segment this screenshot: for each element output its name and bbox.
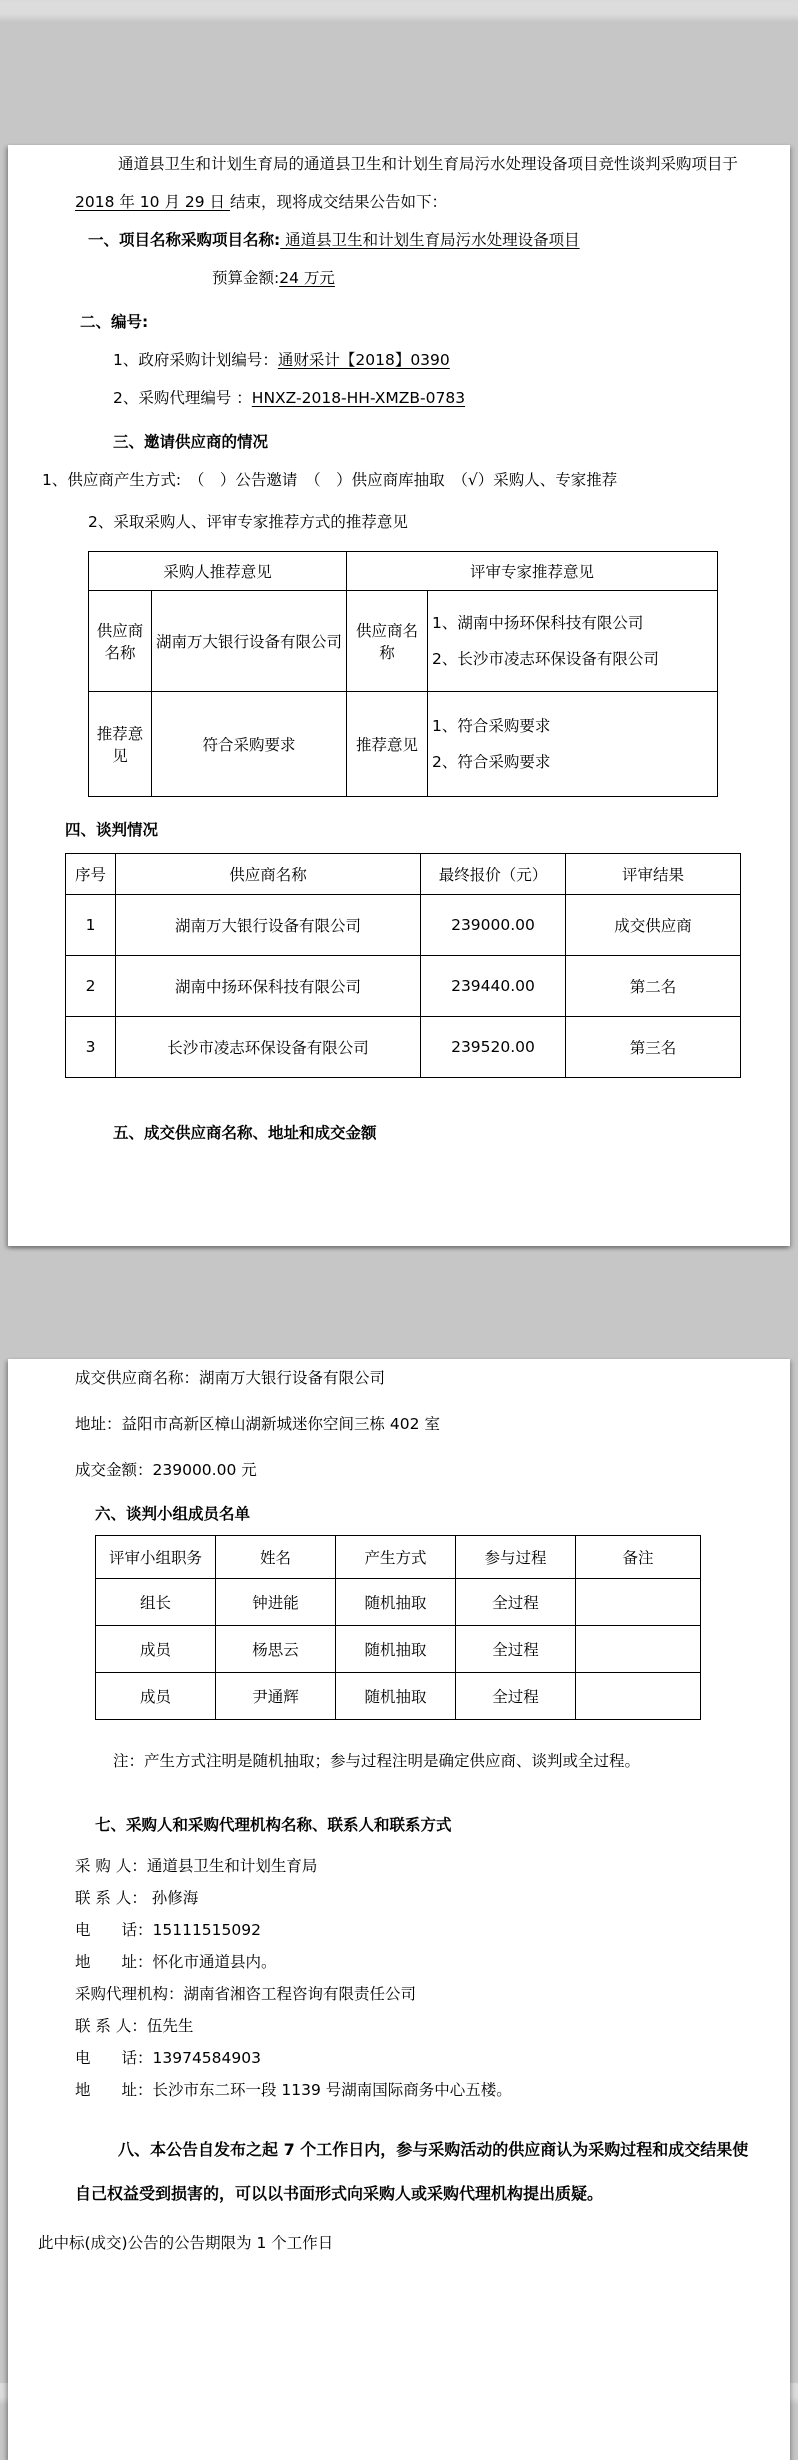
recommendation-table (88, 551, 718, 797)
table-row (96, 1626, 701, 1673)
cell-participation: 全过程 (456, 1673, 576, 1720)
cell-name: 杨思云 (216, 1626, 336, 1673)
cell-supplier: 湖南中扬环保科技有限公司 (116, 956, 421, 1017)
plan-number-label: 1、政府采购计划编号： (113, 351, 278, 369)
opinion-label-left: 推荐意见 (89, 692, 152, 797)
team-table-header-row (96, 1536, 701, 1579)
col-remark: 备注 (576, 1536, 701, 1579)
expert-supplier-1: 1、湖南中扬环保科技有限公司 (432, 614, 644, 632)
purchaser-address-line: 地 址：怀化市通道县内。 (75, 1953, 277, 1971)
cell-serial: 3 (66, 1017, 116, 1078)
cell-role: 成员 (96, 1673, 216, 1720)
cell-serial: 1 (66, 895, 116, 956)
col-selection-method: 产生方式 (336, 1536, 456, 1579)
section-3-heading: 三、邀请供应商的情况 (113, 433, 269, 451)
col-role: 评审小组职务 (96, 1536, 216, 1579)
team-table-note: 注：产生方式注明是随机抽取；参与过程注明是确定供应商、谈判或全过程。 (113, 1752, 641, 1770)
agency-phone-line: 电 话：13974584903 (75, 2049, 261, 2067)
intro-paragraph (75, 145, 756, 221)
cell-selection-method: 随机抽取 (336, 1579, 456, 1626)
table-row (66, 956, 741, 1017)
table-row (66, 895, 741, 956)
cell-supplier: 湖南万大银行设备有限公司 (116, 895, 421, 956)
recommendation-intro-line: 2、采取采购人、评审专家推荐方式的推荐意见 (88, 513, 408, 531)
cell-result: 成交供应商 (566, 895, 741, 956)
deal-amount-line: 成交金额：239000.00 元 (75, 1461, 257, 1479)
opinion-value-right (428, 692, 718, 797)
document-page-2 (8, 1359, 790, 2460)
cell-remark (576, 1579, 701, 1626)
supplier-name-label-left: 供应商名称 (89, 591, 152, 692)
announcement-period-line: 此中标(成交)公告的公告期限为 1 个工作日 (38, 2234, 334, 2252)
expert-opinion-2: 2、符合采购要求 (432, 753, 551, 771)
table-row (66, 1017, 741, 1078)
negotiation-table-header-row (66, 854, 741, 895)
purchaser-contact-line: 联 系 人： 孙修海 (75, 1889, 199, 1907)
agency-number-value-underlined: HNXZ-2018-HH-XMZB-0783 (251, 389, 466, 407)
header-expert-opinion: 评审专家推荐意见 (347, 552, 718, 591)
agency-contact-line: 联 系 人：伍先生 (75, 2017, 194, 2035)
negotiation-table (65, 853, 741, 1078)
col-participation: 参与过程 (456, 1536, 576, 1579)
cell-result: 第二名 (566, 956, 741, 1017)
intro-text-pre: 通道县卫生和计划生育局的通道县卫生和计划生育局污水处理设备项目竞性谈判采购项目于 (118, 155, 739, 173)
agency-address-line: 地 址：长沙市东二环一段 1139 号湖南国际商务中心五楼。 (75, 2081, 512, 2099)
contact-block (75, 1850, 790, 2106)
winner-name-line: 成交供应商名称：湖南万大银行设备有限公司 (75, 1369, 386, 1387)
winner-address-line: 地址：益阳市高新区樟山湖新城迷你空间三栋 402 室 (75, 1415, 440, 1433)
section-1-value-underlined: 通道县卫生和计划生育局污水处理设备项目 (280, 231, 580, 249)
purchaser-line: 采 购 人：通道县卫生和计划生育局 (75, 1857, 318, 1875)
cell-remark (576, 1673, 701, 1720)
col-serial: 序号 (66, 854, 116, 895)
col-final-price: 最终报价（元） (421, 854, 566, 895)
table-row (96, 1673, 701, 1720)
table-row (96, 1579, 701, 1626)
recommendation-table-opinion-row (89, 692, 718, 797)
supplier-name-value-right (428, 591, 718, 692)
opinion-label-right: 推荐意见 (347, 692, 428, 797)
section-4-heading: 四、谈判情况 (65, 821, 159, 839)
purchaser-phone-line: 电 话：15111515092 (75, 1921, 261, 1939)
header-purchaser-opinion: 采购人推荐意见 (89, 552, 347, 591)
supplier-name-label-right: 供应商名称 (347, 591, 428, 692)
budget-line (212, 259, 790, 297)
agency-number-label: 2、采购代理编号 ： (113, 389, 252, 407)
cell-result: 第三名 (566, 1017, 741, 1078)
recommendation-table-header-row (89, 552, 718, 591)
opinion-value-left: 符合采购要求 (152, 692, 347, 797)
col-supplier: 供应商名称 (116, 854, 421, 895)
cell-remark (576, 1626, 701, 1673)
intro-date-underlined: 2018 年 10 月 29 日 (75, 193, 230, 211)
agency-number-line (113, 379, 790, 417)
section-1-heading: 一、项目名称采购项目名称: (88, 231, 281, 249)
section-7-heading: 七、采购人和采购代理机构名称、联系人和联系方式 (95, 1816, 452, 1834)
cell-participation: 全过程 (456, 1626, 576, 1673)
agency-line: 采购代理机构：湖南省湘咨工程咨询有限责任公司 (75, 1985, 417, 2003)
recommendation-table-supplier-row (89, 591, 718, 692)
col-name: 姓名 (216, 1536, 336, 1579)
section-2-heading: 二、编号: (80, 313, 149, 331)
section-6-heading: 六、谈判小组成员名单 (95, 1505, 251, 1523)
cell-selection-method: 随机抽取 (336, 1626, 456, 1673)
cell-role: 成员 (96, 1626, 216, 1673)
section-1-project-name (88, 221, 790, 259)
supplier-source-line: 1、供应商产生方式: （ ）公告邀请 （ ）供应商库抽取 （√）采购人、专家推荐 (42, 471, 618, 489)
col-result: 评审结果 (566, 854, 741, 895)
section-8-paragraph: 八、本公告自发布之起 7 个工作日内，参与采购活动的供应商认为采购过程和成交结果使自己权益受到损害的，可以以书面形式向采购人或采购代理机构提出质疑。 (75, 2140, 749, 2203)
budget-value-underlined: 24 万元 (279, 269, 335, 287)
intro-text-post: 结束，现将成交结果公告如下： (229, 193, 447, 211)
cell-serial: 2 (66, 956, 116, 1017)
cell-selection-method: 随机抽取 (336, 1673, 456, 1720)
cell-participation: 全过程 (456, 1579, 576, 1626)
cell-final-price: 239000.00 (421, 895, 566, 956)
cell-name: 钟进能 (216, 1579, 336, 1626)
cell-final-price: 239520.00 (421, 1017, 566, 1078)
plan-number-value-underlined: 通财采计【2018】0390 (277, 351, 450, 369)
expert-opinion-1: 1、符合采购要求 (432, 717, 551, 735)
budget-label: 预算金额: (212, 269, 280, 287)
cell-name: 尹通辉 (216, 1673, 336, 1720)
cell-final-price: 239440.00 (421, 956, 566, 1017)
supplier-name-value-left: 湖南万大银行设备有限公司 (152, 591, 347, 692)
document-page-1 (8, 145, 790, 1246)
plan-number-line (113, 341, 790, 379)
expert-supplier-2: 2、长沙市凌志环保设备有限公司 (432, 650, 659, 668)
cell-role: 组长 (96, 1579, 216, 1626)
cell-supplier: 长沙市凌志环保设备有限公司 (116, 1017, 421, 1078)
section-5-heading: 五、成交供应商名称、地址和成交金额 (113, 1124, 377, 1142)
negotiation-team-table (95, 1535, 701, 1720)
